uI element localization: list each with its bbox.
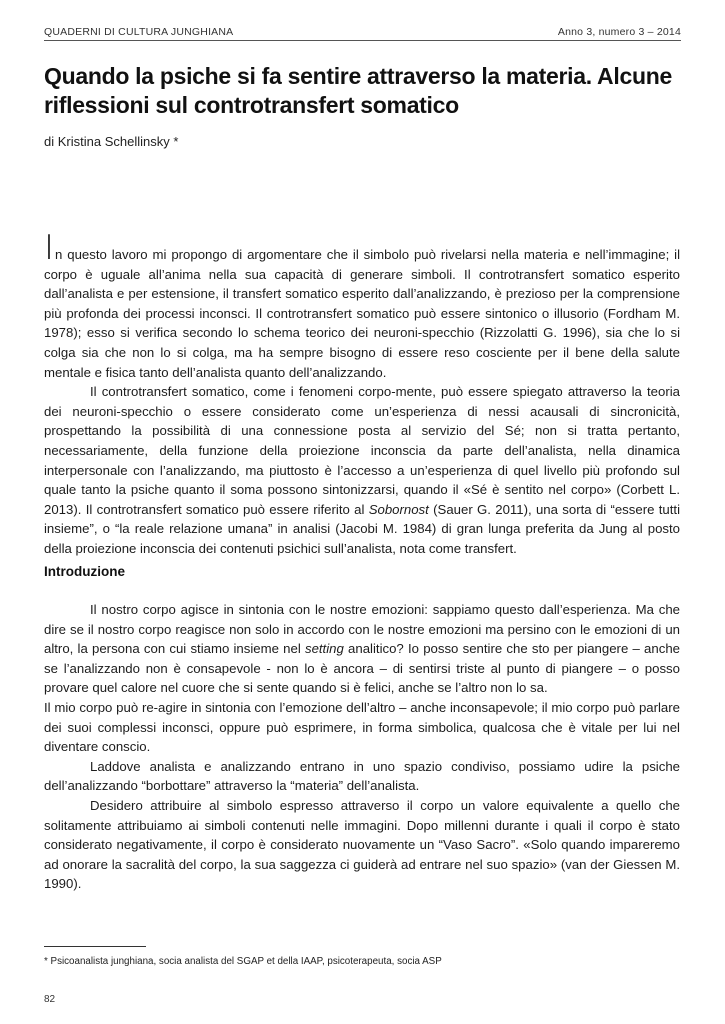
intro-paragraph-1-text-a: Il nostro corpo agisce in sintonia con le nostre emozioni: sappiamo questo dall’esperienza. Ma che dire se il nostro corpo reagisce non solo in accordo con le nostre emozioni ma persino con le emozioni di un altro, la persona con cui stiamo insieme nel: [44, 602, 680, 657]
introduction-section: [44, 600, 680, 894]
issue-info: Anno 3, numero 3 – 2014: [557, 26, 681, 38]
abstract-paragraph-2-text-b: (Sauer G. 2011), una sorta di “essere tutti insieme”, o “la reale relazione umana” in analisi (Jacobi M. 1984) di gran lunga preferita da Jung al posto della proiezione inconscia dei contenuti psichici sull’analista, nota come transfert.: [44, 501, 680, 556]
article-title: Quando la psiche si fa sentire attraverso la materia. Alcune riflessioni sul controtransfert somatico: [44, 63, 672, 118]
intro-paragraph-4: Desidero attribuire al simbolo espresso attraverso il corpo un valore equivalente a quello che solitamente attribuiamo ai simboli contenuti nelle immagini. Dopo millenni durante i quali il corpo è stato considerato negativamente, il corpo è considerato nuovamente un “Vaso Sacro”. «Solo quando impareremo ad onorare la sacralità del corpo, la sua saggezza ci guiderà ad entrare nel suo spazio» (van der Giessen M. 1990).: [44, 797, 680, 892]
intro-paragraph-2: Il mio corpo può re-agire in sintonia con l’emozione dell’altro – anche inconsapevole; il mio corpo può parlare dei suoi complessi inconsci, oppure può esprimere, in forma simbolica, qualcosa che è vitale per lui nel diventare conscio.: [44, 699, 680, 755]
intro-paragraph-1-text-b: analitico? Io posso sentire che sto per piangere – anche se l’analizzando non è consapevole - non lo è ancora – di sentirsi triste al punto di piangere – o posso provare quel calore nel cuore che si sente quando si è felici, anche se l’altro non lo sa.: [44, 641, 680, 696]
intro-paragraph-1: [44, 600, 680, 698]
footnote-divider: [44, 946, 146, 947]
running-header: [44, 24, 681, 41]
intro-paragraph-3: Laddove analista e analizzando entrano in uno spazio condiviso, possiamo udire la psiche dell’analizzando “borbottare” attraverso la “materia” dell’analista.: [44, 758, 680, 794]
abstract-italic-term: Sobornost: [368, 501, 429, 517]
abstract-paragraph-2-text-a: Il controtransfert somatico, come i fenomeni corpo-mente, può essere spiegato attraverso la teoria dei neuroni-specchio o essere considerato come un’esperienza di nessi acausali di sincronicità, prospettando la possibilità di una connessione posta al servizio del Sé; non si tratta pertanto, necessariamente, della funzione della proiezione inconscia da parte dell’analista, nella dinamica interpersonale con l’analizzando, ma piuttosto è l’accesso a un’esperienza di quel livello più profondo sul quale tanto la psiche quanto il soma possono sintonizzarsi, quando il «Sé è sentito nel corpo» (Corbett L. 2013). Il controtransfert somatico può essere riferito al: [44, 384, 680, 517]
abstract-paragraph-1: [44, 228, 680, 382]
abstract-paragraph-1-text: n questo lavoro mi propongo di argomentare che il simbolo può rivelarsi nella materia e nell’immagine; il corpo è uguale all’anima nella sua capacità di generare simboli. Il controtransfert somatico esperito dall’analista e per estensione, il transfert somatico esperito dall’analizzando, è prezioso per la comprensione più profonda dei processi inconsci. Il controtransfert somatico può essere sintonico o illusorio (Fordham M. 1978); esso si verifica secondo lo schema teorico dei neuroni-specchio (Rizzolatti G. 1996), sia che lo si colga sia che non lo si colga, ma ha sempre bisogno di essere reso cosciente per il bene della salute mentale e fisica tanto dell’analista quanto dell’analizzando.: [44, 247, 680, 380]
abstract-section: [44, 228, 680, 559]
journal-name: QUADERNI DI CULTURA JUNGHIANA: [44, 26, 234, 38]
footnote: * Psicoanalista junghiana, socia analista del SGAP et della IAAP, psicoterapeuta, socia ASP: [44, 956, 442, 967]
section-heading-introduzione: Introduzione: [44, 564, 125, 579]
abstract-paragraph-2: [44, 382, 680, 558]
article-author: di Kristina Schellinsky *: [44, 134, 179, 149]
intro-italic-term: setting: [304, 641, 344, 657]
page-number: 82: [44, 994, 56, 1005]
drop-cap: I: [44, 228, 55, 268]
